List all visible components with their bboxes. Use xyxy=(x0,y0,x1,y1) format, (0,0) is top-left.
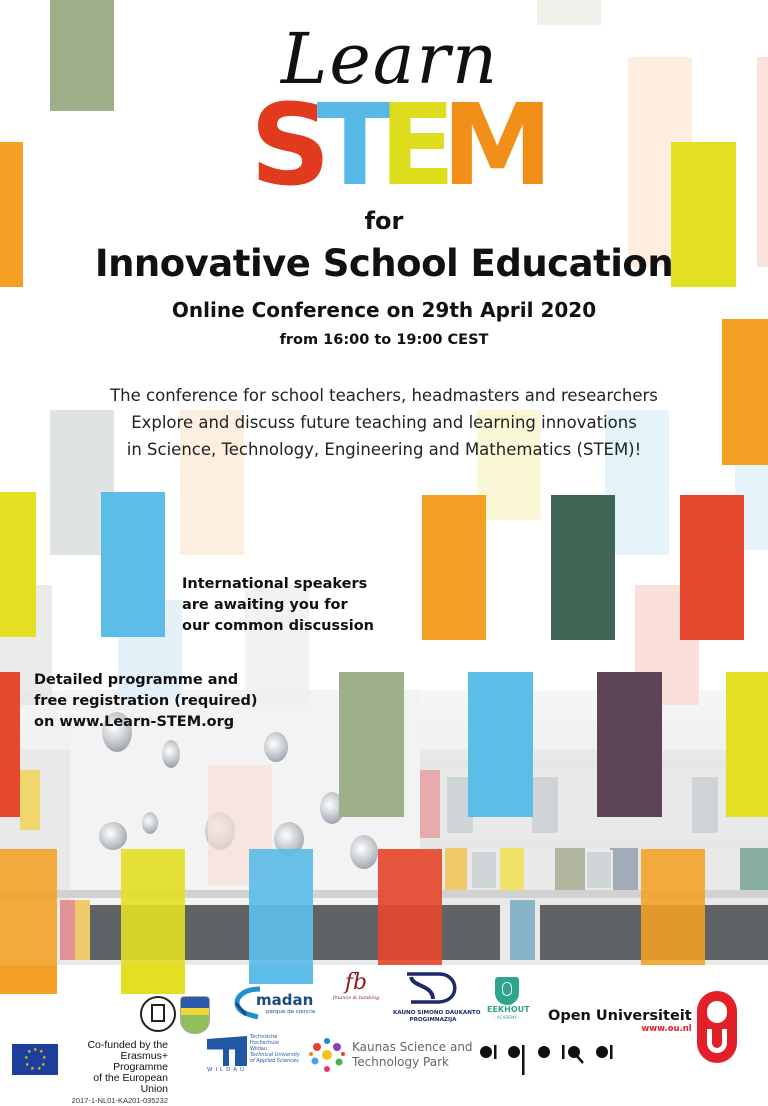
agora-logo xyxy=(478,1040,628,1080)
th-line: Technische xyxy=(250,1034,278,1040)
registration-line: Detailed programme and xyxy=(34,672,239,688)
facade-panel xyxy=(510,900,535,960)
porthole-window xyxy=(160,738,182,770)
decor-rect-red xyxy=(0,672,20,817)
decor-rect-pale xyxy=(537,0,601,25)
eekhout-name: EEKHOUT xyxy=(487,1005,530,1014)
description-line: The conference for school teachers, headmasters and researchers xyxy=(110,386,658,405)
building-band xyxy=(420,840,768,848)
facade-panel xyxy=(740,848,768,890)
facade-panel xyxy=(20,770,40,830)
eu-line: Co-funded by the xyxy=(87,1039,168,1051)
facade-panel xyxy=(555,848,585,890)
agora-wordmark-icon xyxy=(478,1040,628,1080)
decor-rect-yellow xyxy=(121,965,185,994)
th-line: Wildau xyxy=(250,1046,268,1052)
decor-rect-sage xyxy=(50,0,114,111)
porthole-window xyxy=(262,730,290,764)
decor-rect-blue xyxy=(468,672,533,817)
th-line: Technical University xyxy=(250,1052,301,1058)
porthole-window xyxy=(97,820,129,852)
decor-rect-orange xyxy=(422,495,486,640)
school-seal-logo xyxy=(140,996,176,1032)
ksd-s-icon xyxy=(403,971,463,1005)
stem-letter-t: T xyxy=(316,81,380,211)
decor-rect-orange xyxy=(641,849,705,965)
logo-learn: Learn xyxy=(280,18,500,100)
decor-rect-blue xyxy=(101,492,165,637)
open-universiteit-logo xyxy=(548,1008,692,1034)
fb-sub: finance & banking xyxy=(332,995,380,1001)
facade-panel xyxy=(60,900,75,960)
eekhout-logo xyxy=(487,977,530,1023)
facade-panel xyxy=(500,848,524,890)
decor-rect-red xyxy=(378,849,442,965)
kaunas-line: Technology Park xyxy=(352,1055,449,1069)
stem-letter-e: E xyxy=(379,81,442,211)
registration-line: free registration (required) xyxy=(34,693,258,709)
ou-emblem-icon xyxy=(697,991,737,1063)
window xyxy=(470,850,498,890)
stem-letter-m: M xyxy=(441,81,540,211)
porthole-window xyxy=(348,833,380,871)
decor-rect-pale xyxy=(757,57,768,267)
description-line: in Science, Technology, Engineering and Mathematics (STEM)! xyxy=(126,440,642,459)
logo-stem xyxy=(250,81,540,211)
window xyxy=(690,775,720,835)
for-label: for xyxy=(364,207,404,235)
facade-panel xyxy=(445,848,467,890)
registration-note xyxy=(34,670,258,733)
madan-logo xyxy=(232,985,320,1025)
th-city: WILDAU xyxy=(207,1067,248,1073)
speakers-line: are awaiting you for xyxy=(182,597,348,613)
ksd-line: KAUNO SIMONO DAUKANTO xyxy=(393,1010,481,1016)
madan-name: madan xyxy=(256,991,314,1009)
eu-flag-icon: ★ ★ ★ ★ ★ ★ ★ ★ ★ xyxy=(12,1044,58,1075)
decor-rect-yellow xyxy=(726,672,768,817)
window xyxy=(585,850,613,890)
project-code: 2017-1-NL01-KA201-035232 xyxy=(71,1096,168,1105)
th-line: Hochschule xyxy=(250,1040,279,1046)
facade-panel xyxy=(75,900,90,960)
registration-link[interactable]: on www.Learn-STEM.org xyxy=(34,714,235,730)
th-mark-icon xyxy=(207,1036,247,1066)
window xyxy=(530,775,560,835)
fb-mark: fb xyxy=(344,970,368,995)
facade-panel xyxy=(610,848,638,890)
decor-rect-sage xyxy=(339,672,404,817)
speakers-note xyxy=(182,574,374,637)
decor-rect-plum xyxy=(597,672,662,817)
facade-panel xyxy=(420,770,440,838)
decor-rect-yellow xyxy=(0,492,36,637)
fb-logo xyxy=(330,971,382,1017)
oak-leaf-shield-icon xyxy=(495,977,519,1005)
eu-line: Erasmus+ Programme xyxy=(113,1050,168,1073)
eu-cofunded-text xyxy=(68,1040,168,1106)
porthole-window xyxy=(140,810,160,836)
conference-date: Online Conference on 29th April 2020 xyxy=(171,298,597,322)
decor-rect-blue xyxy=(249,965,313,984)
description-line: Explore and discuss future teaching and learning innovations xyxy=(131,413,637,432)
page-title: Innovative School Education xyxy=(94,242,674,285)
eekhout-sub: - ACADEMY - xyxy=(494,1015,520,1020)
th-line: of Applied Sciences xyxy=(250,1058,299,1064)
decor-rect-orange xyxy=(0,965,57,994)
conference-time: from 16:00 to 19:00 CEST xyxy=(279,332,489,348)
ksd-line: PROGIMNAZIJA xyxy=(409,1017,457,1023)
decor-rect-red xyxy=(680,495,744,640)
ou-url[interactable]: www.ou.nl xyxy=(641,1024,692,1034)
stem-letter-s: S xyxy=(250,81,317,211)
decor-rect-dark-green xyxy=(551,495,615,640)
ou-name: Open Universiteit xyxy=(548,1008,692,1024)
speakers-line: International speakers xyxy=(182,576,368,592)
kaunas-stp-logo xyxy=(307,1035,477,1079)
madan-sub: parque de ciencia xyxy=(266,1009,316,1015)
speakers-line: our common discussion xyxy=(182,618,375,634)
kaunas-line: Kaunas Science and xyxy=(352,1040,473,1054)
description xyxy=(0,382,768,463)
crest-logo xyxy=(180,996,210,1034)
th-wildau-logo xyxy=(205,1034,315,1078)
network-dots-icon xyxy=(307,1035,347,1075)
decor-rect-blue xyxy=(249,849,313,984)
ksd-logo xyxy=(393,971,481,1023)
eu-line: of the European Union xyxy=(93,1072,168,1095)
